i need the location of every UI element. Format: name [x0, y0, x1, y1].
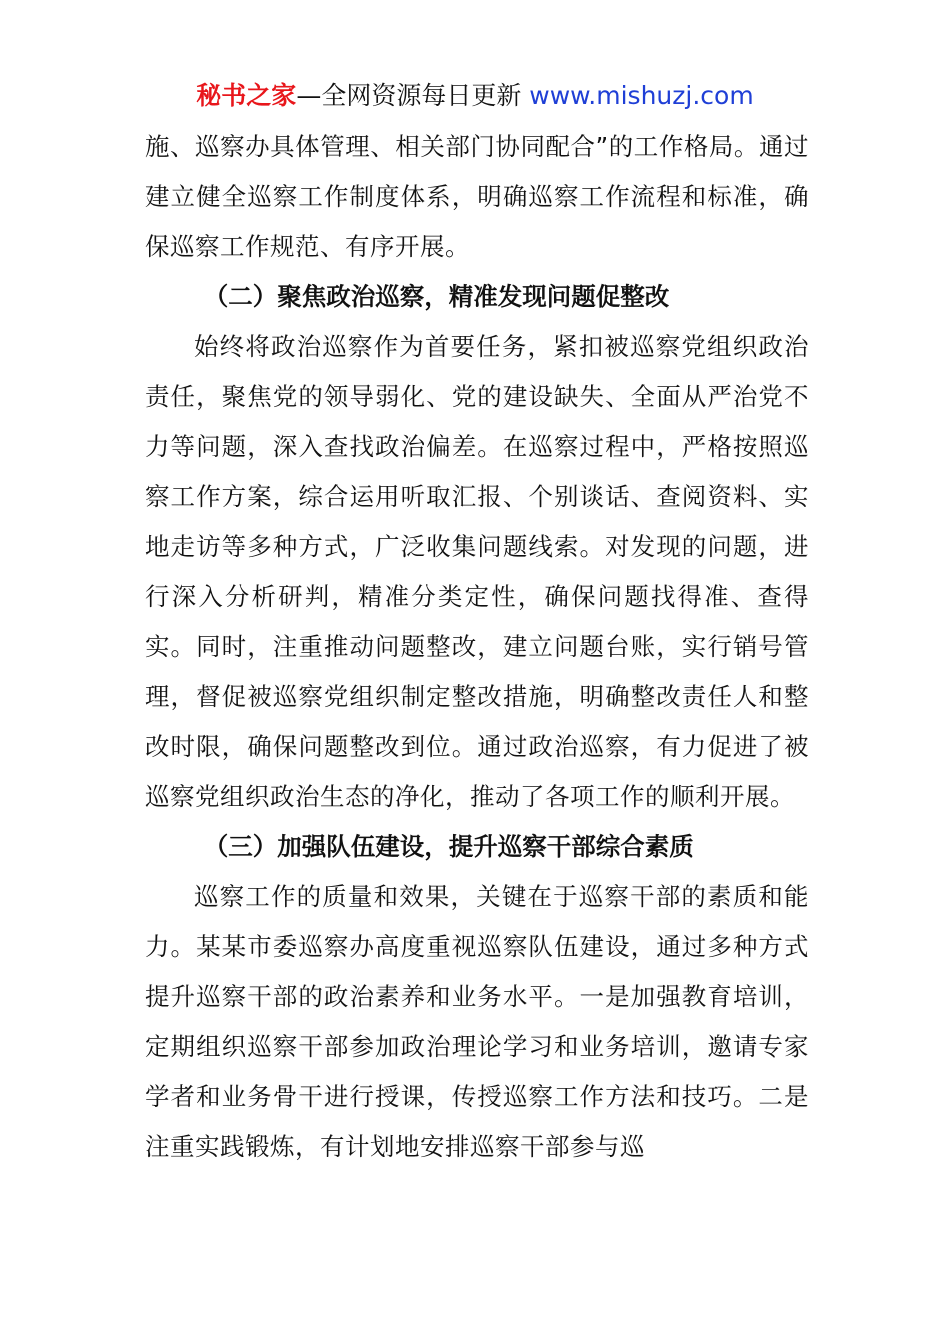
- section-heading-3: （三）加强队伍建设，提升巡察干部综合素质: [203, 832, 694, 861]
- paragraph-continued: 施、巡察办具体管理、相关部门协同配合”的工作格局。通过建立健全巡察工作制度体系，明确巡察工作流程和标准，确保巡察工作规范、有序开展。: [145, 132, 809, 261]
- section-heading-2: （二）聚焦政治巡察，精准发现问题促整改: [203, 282, 670, 311]
- site-url-link[interactable]: www.mishuzj.com: [529, 81, 754, 110]
- paragraph-political-inspection: 始终将政治巡察作为首要任务，紧扣被巡察党组织政治责任，聚焦党的领导弱化、党的建设缺失、全面从严治党不力等问题，深入查找政治偏差。在巡察过程中，严格按照巡察工作方案，综合运用听取汇报、个别谈话、查阅资料、实地走访等多种方式，广泛收集问题线索。对发现的问题，进行深入分析研判，精准分类定性，确保问题找得准、查得实。同时，注重推动问题整改，建立问题台账，实行销号管理，督促被巡察党组织制定整改措施，明确整改责任人和整改时限，确保问题整改到位。通过政治巡察，有力促进了被巡察党组织政治生态的净化，推动了各项工作的顺利开展。: [145, 332, 809, 811]
- site-slogan: —全网资源每日更新: [296, 81, 530, 110]
- site-header: [0, 78, 950, 114]
- paragraph-team-building: 巡察工作的质量和效果，关键在于巡察干部的素质和能力。某某市委巡察办高度重视巡察队伍建设，通过多种方式提升巡察干部的政治素养和业务水平。一是加强教育培训，定期组织巡察干部参加政治理论学习和业务培训，邀请专家学者和业务骨干进行授课，传授巡察工作方法和技巧。二是注重实践锻炼，有计划地安排巡察干部参与巡: [145, 882, 809, 1161]
- site-brand: 秘书之家: [196, 81, 297, 110]
- document-body: [145, 122, 809, 1172]
